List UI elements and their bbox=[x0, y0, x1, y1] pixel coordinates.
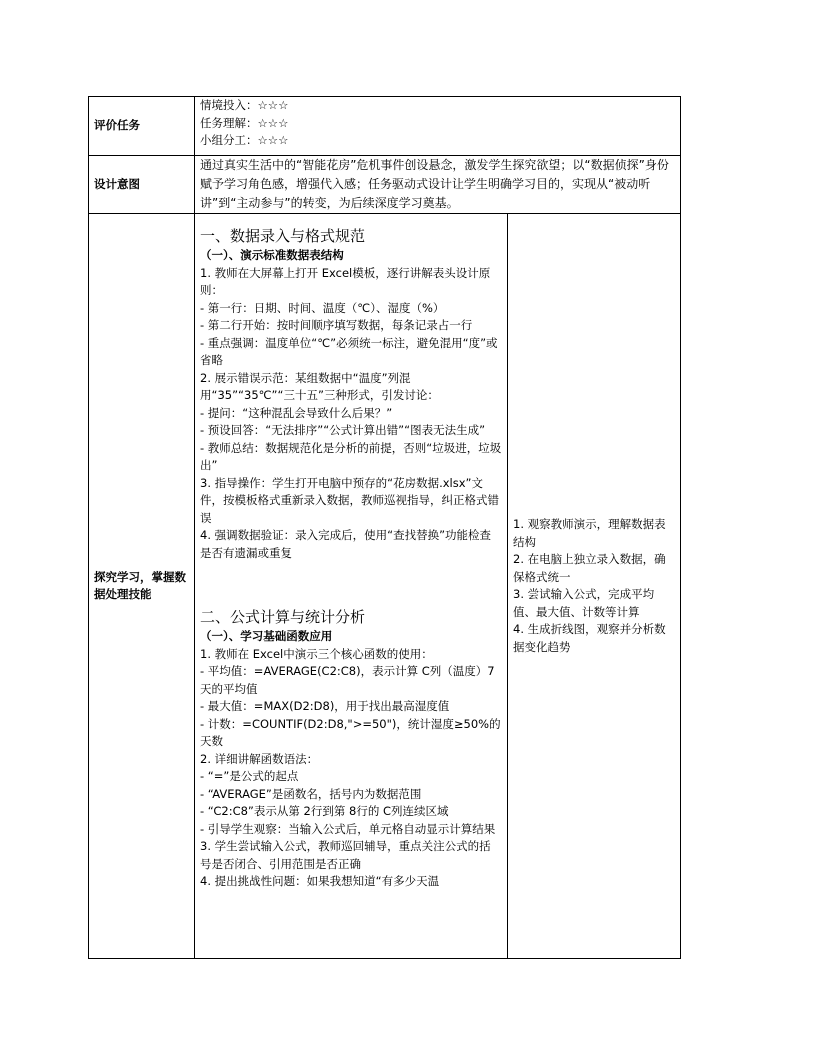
teacher-activity-cell bbox=[195, 214, 508, 959]
section1-line: 1. 教师在大屏幕上打开 Excel模板，逐行讲解表头设计原则： bbox=[200, 265, 491, 297]
section2-line: - 最大值：=MAX(D2:D8)，用于找出最高湿度值 bbox=[200, 699, 450, 713]
section2-subtitle: （一）、学习基础函数应用 bbox=[200, 629, 333, 643]
section1-line: - 教师总结：数据规范化是分析的前提，否则“垃圾进，垃圾出” bbox=[200, 440, 502, 472]
section1-line: - 预设回答：“无法排序”“公式计算出错”“图表无法生成” bbox=[200, 423, 486, 437]
section2-line: - “AVERAGE”是函数名，括号内为数据范围 bbox=[200, 786, 422, 801]
student-activity-line: 2. 在电脑上独立录入数据，确保格式统一 bbox=[513, 552, 666, 584]
section1-title: 一、数据录入与格式规范 bbox=[200, 227, 366, 245]
section2-line: 2. 详细讲解函数语法： bbox=[200, 751, 319, 766]
section1-subtitle: （一）、演示标准数据表结构 bbox=[200, 248, 344, 262]
section1-line: - 提问：“这种混乱会导致什么后果？” bbox=[200, 405, 393, 420]
section1-line: 2. 展示错误示范：某组数据中“温度”列混用“35”“35℃”“三十五”三种形式，引发讨论： bbox=[200, 370, 439, 402]
section1-line: 3. 指导操作：学生打开电脑中预存的“花房数据.xlsx”文件，按模板格式重新录入数据，教师巡视指导，纠正格式错误 bbox=[200, 475, 499, 525]
design-intent-content bbox=[195, 156, 681, 214]
design-intent-label: 设计意图 bbox=[89, 156, 195, 214]
student-activity-cell bbox=[508, 214, 681, 959]
design-intent-row bbox=[89, 156, 681, 214]
evaluation-row bbox=[89, 97, 681, 156]
design-intent-text: 通过真实生活中的“智能花房”危机事件创设悬念，激发学生探究欲望；以“数据侦探”身份赋予学习角色感，增强代入感；任务驱动式设计让学生明确学习目的，实现从“被动听讲”到“主动参与”的转变，为后续深度学习奠基。 bbox=[200, 158, 669, 210]
section2-line: - “C2:C8”表示从第 2行到第 8行的 C列连续区域 bbox=[200, 804, 449, 818]
section-spacer bbox=[200, 562, 502, 607]
section2-line: 3. 学生尝试输入公式，教师巡回辅导，重点关注公式的括号是否闭合、引用范围是否正确 bbox=[200, 839, 491, 871]
student-activity-line: 1. 观察教师演示，理解数据表结构 bbox=[513, 517, 666, 549]
section2-line: 1. 教师在 Excel中演示三个核心函数的使用： bbox=[200, 646, 433, 661]
evaluation-label: 评价任务 bbox=[89, 97, 195, 156]
section2-line: - 平均值：=AVERAGE(C2:C8)，表示计算 C列（温度）7天的平均值 bbox=[200, 664, 495, 696]
section1-line: - 第二行开始：按时间顺序填写数据，每条记录占一行 bbox=[200, 318, 473, 332]
section2-line: 4. 提出挑战性问题：如果我想知道“有多少天温 bbox=[200, 874, 440, 888]
section1-line: 4. 强调数据验证：录入完成后，使用“查找替换”功能检查是否有遗漏或重复 bbox=[200, 528, 492, 560]
explore-label: 探究学习，掌握数据处理技能 bbox=[89, 214, 195, 959]
section2-title: 二、公式计算与统计分析 bbox=[200, 608, 366, 626]
lesson-plan-table bbox=[88, 96, 681, 959]
explore-row bbox=[89, 214, 681, 959]
section2-line: - 计数：=COUNTIF(D2:D8,">=50")，统计湿度≥50%的天数 bbox=[200, 716, 501, 748]
student-activity-line: 4. 生成折线图，观察并分析数据变化趋势 bbox=[513, 622, 666, 654]
evaluation-line: 情境投入：☆☆☆ bbox=[200, 98, 289, 112]
section1-line: - 重点强调：温度单位“℃”必须统一标注，避免混用“度”或省略 bbox=[200, 335, 498, 367]
evaluation-content bbox=[195, 97, 681, 156]
section2-line: - “=”是公式的起点 bbox=[200, 769, 299, 783]
student-activity-line: 3. 尝试输入公式，完成平均值、最大值、计数等计算 bbox=[513, 587, 655, 619]
evaluation-line: 任务理解：☆☆☆ bbox=[200, 115, 289, 130]
section1-line: - 第一行：日期、时间、温度（℃）、湿度（%） bbox=[200, 300, 445, 315]
evaluation-line: 小组分工：☆☆☆ bbox=[200, 133, 289, 147]
section2-line: - 引导学生观察：当输入公式后，单元格自动显示计算结果 bbox=[200, 821, 496, 836]
